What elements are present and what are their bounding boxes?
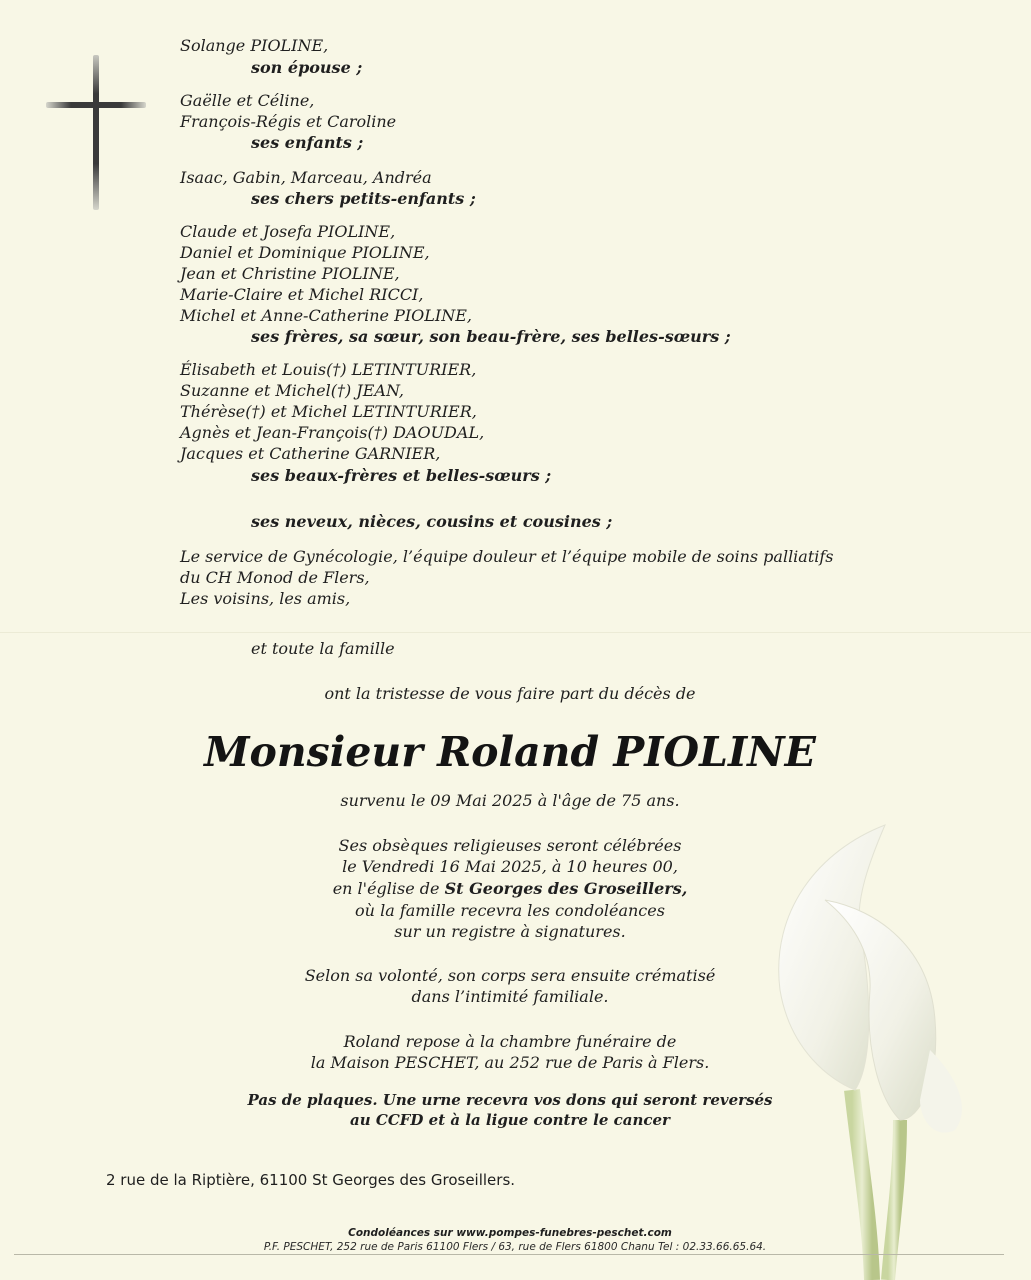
deceased-name: Monsieur Roland PIOLINE — [204, 728, 816, 776]
announcement-intro: ont la tristesse de vous faire part du décès de — [324, 684, 696, 703]
address: 2 rue de la Riptière, 61100 St Georges des Groseillers. — [106, 1171, 516, 1189]
family-name-line: Gaëlle et Céline, — [180, 91, 315, 110]
funeral-line: où la famille recevra les condoléances — [355, 901, 665, 920]
rest-line: la Maison PESCHET, au 252 rue de Paris à Flers. — [310, 1053, 710, 1072]
cremation-line: Selon sa volonté, son corps sera ensuite crématisé — [304, 966, 716, 985]
family-name-line: Jacques et Catherine GARNIER, — [180, 444, 441, 463]
family-name-line: François-Régis et Caroline — [180, 112, 397, 131]
fold-line — [0, 632, 1031, 633]
family-name-line: Élisabeth et Louis(†) LETINTURIER, — [180, 360, 477, 379]
funeral-date: le Vendredi 16 Mai 2025, à 10 heures 00, — [342, 857, 678, 876]
family-name-line: Jean et Christine PIOLINE, — [180, 264, 400, 283]
donation-line: Pas de plaques. Une urne recevra vos dons qui seront reversés — [247, 1091, 773, 1109]
funeral-line: Ses obsèques religieuses seront célébrées — [338, 836, 682, 855]
donation-line: au CCFD et à la ligue contre le cancer — [350, 1111, 670, 1129]
funeral-place: St Georges des Groseillers, — [444, 879, 688, 898]
company-info: P.F. PESCHET, 252 rue de Paris 61100 Flers / 63, rue de Flers 61800 Chanu Tel : 02.33.66.65.64. — [263, 1241, 767, 1253]
family-all: et toute la famille — [251, 639, 395, 658]
family-role: son épouse ; — [251, 58, 363, 77]
funeral-place-line — [260, 878, 760, 899]
family-name-line: Claude et Josefa PIOLINE, — [180, 222, 396, 241]
family-name-line: Suzanne et Michel(†) JEAN, — [180, 381, 405, 400]
condolences-url: Condoléances sur www.pompes-funebres-peschet.com — [348, 1227, 672, 1239]
family-role: ses chers petits-enfants ; — [251, 189, 476, 208]
family-name-line: Agnès et Jean-François(†) DAOUDAL, — [180, 423, 485, 442]
family-name-line: Michel et Anne-Catherine PIOLINE, — [180, 306, 472, 325]
death-line: survenu le 09 Mai 2025 à l'âge de 75 ans. — [340, 791, 680, 810]
footer-divider — [14, 1254, 1004, 1255]
services-line: Les voisins, les amis, — [180, 589, 351, 608]
family-name-line: Thérèse(†) et Michel LETINTURIER, — [180, 402, 477, 421]
calla-lily-image — [760, 820, 1000, 1280]
rest-line: Roland repose à la chambre funéraire de — [343, 1032, 677, 1051]
family-role: ses beaux-frères et belles-sœurs ; — [251, 466, 552, 485]
family-name-line: Isaac, Gabin, Marceau, Andréa — [180, 168, 432, 187]
family-role: ses enfants ; — [251, 133, 364, 152]
funeral-place-prefix: en l'église de — [332, 879, 445, 898]
family-name-line: Daniel et Dominique PIOLINE, — [180, 243, 430, 262]
services-line: Le service de Gynécologie, l’équipe douleur et l’équipe mobile de soins palliatifs — [180, 547, 834, 566]
family-role: ses neveux, nièces, cousins et cousines ; — [251, 512, 613, 531]
funeral-line: sur un registre à signatures. — [394, 922, 626, 941]
family-name-line: Marie-Claire et Michel RICCI, — [180, 285, 424, 304]
family-role: ses frères, sa sœur, son beau-frère, ses belles-sœurs ; — [251, 327, 731, 346]
cremation-line: dans l’intimité familiale. — [411, 987, 609, 1006]
services-line: du CH Monod de Flers, — [180, 568, 370, 587]
family-name-line: Solange PIOLINE, — [180, 36, 329, 55]
